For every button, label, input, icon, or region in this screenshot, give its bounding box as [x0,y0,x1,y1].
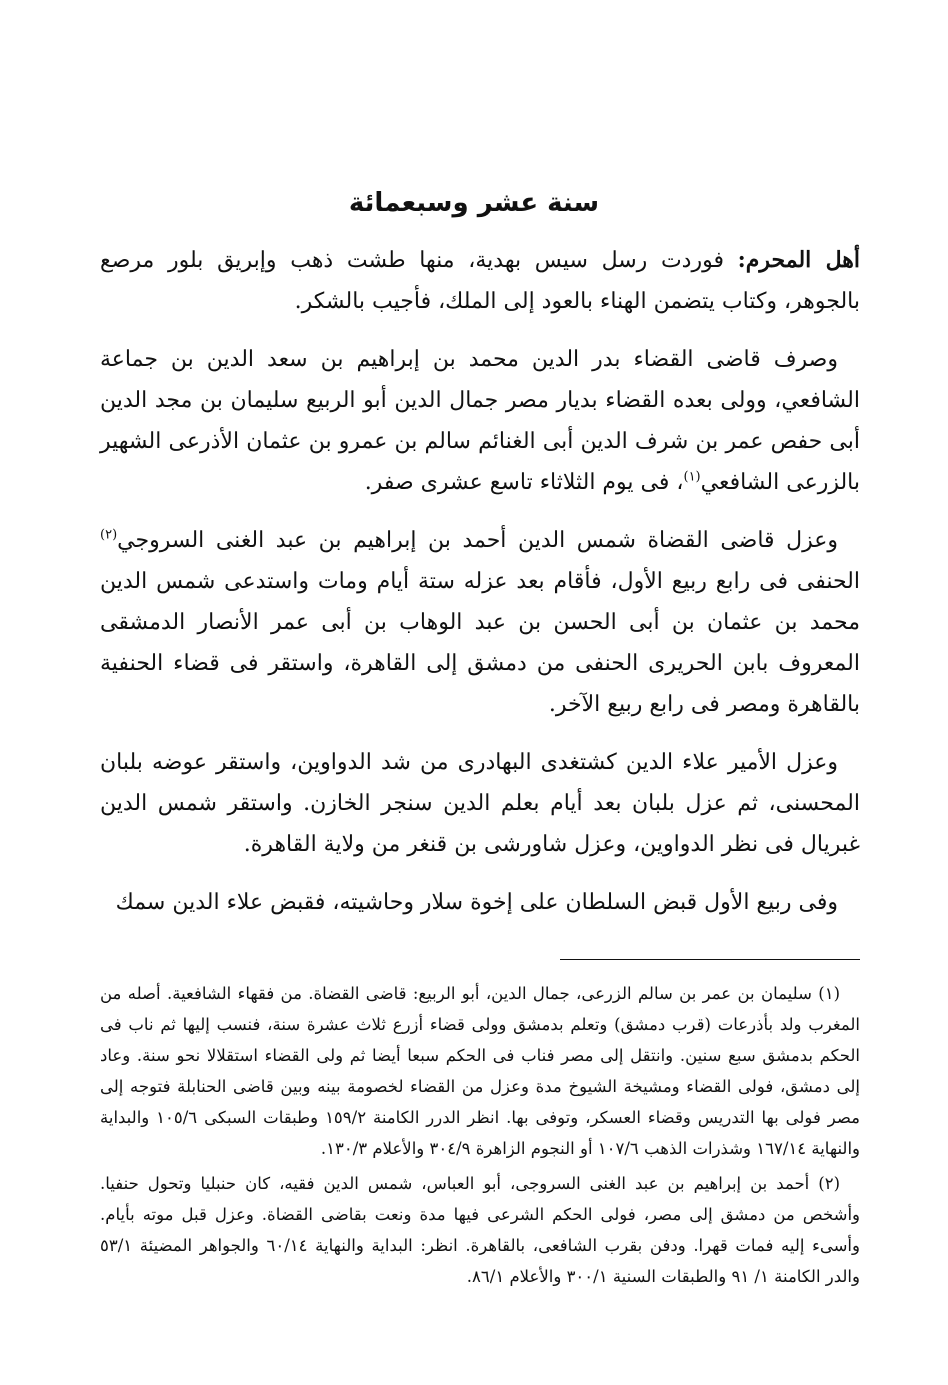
paragraph-text: وفى ربيع الأول قبض السلطان على إخوة سلار وحاشيته، فقبض علاء الدين سمك [115,890,838,915]
footnote-1: (١) سليمان بن عمر بن سالم الزرعى، جمال الدين، أبو الربيع: قاضى القضاة. من فقهاء الشافعية. أصله من المغرب ولد بأذرعات (قرب دمشق) وتعلم بدمشق وولى قضاء أزرع ثلاث عشرة سنة، فنسب إليها ثم ناب فى الحكم بدمشق سبع سنين. وانتقل إلى مصر فناب فى الحكم سبعا أيضا ثم ولى القضاء استقلالا نحو سنة. وعاد إلى دمشق، فولى القضاء ومشيخة الشيوخ مدة وعزل من القضاء لخصومة بينه وبين قاضى الحنابلة فتوجه إلى مصر فولى بها التدريس وقضاء العسكر، وتوفى بها. انظر الدرر الكامنة ١٥٩/٢ وطبقات السبكى ١٠٥/٦ والبداية والنهاية ١٦٧/١٤ وشذرات الذهب ١٠٧/٦ أو النجوم الزاهرة ٣٠٤/٩ والأعلام ١٣٠/٣. [100,984,860,1158]
footnote-divider [560,959,860,960]
year-heading: سنة عشر وسبعمائة [348,188,600,218]
footnotes [100,978,860,1296]
paragraph-text: ، فى يوم الثلاثاء تاسع عشرى صفر. [364,470,684,495]
main-text [100,240,860,940]
paragraph-lead: أهل المحرم: [737,247,861,273]
paragraph-text: وعزل الأمير علاء الدين كشتغدى البهادرى من شد الدواوين، واستقر عوضه بلبان المحسنى، ثم عزل بلبان بعد أيام بعلم الدين سنجر الخازن. واستقر شمس الدين غبريال فى نظر الدواوين، وعزل شاورشى بن قنغر من ولاية القاهرة. [100,750,860,857]
paragraph-3 [100,520,860,725]
paragraph-1 [100,240,860,322]
paragraph-2 [100,339,860,503]
footnote-marker[interactable]: (٢) [100,527,118,543]
paragraph-text: فوردت رسل سيس بهدية، منها طشت ذهب وإبريق بلور مرصع بالجوهر، وكتاب يتضمن الهناء بالعود إلى الملك، فأجيب بالشكر. [100,248,860,314]
footnote-marker[interactable]: (١) [683,469,701,485]
paragraph-4 [100,742,860,865]
paragraph-text: الحنفى فى رابع ربيع الأول، فأقام بعد عزله ستة أيام ومات واستدعى شمس الدين محمد بن عثمان بن أبى الحسن بن عبد الوهاب بن أبى عمر الأنصار الدمشقى المعروف بابن الحريرى الحنفى من دمشق إلى القاهرة، واستقر فى قضاء الحنفية بالقاهرة ومصر فى رابع ربيع الآخر. [100,569,860,717]
paragraph-text: وعزل قاضى القضاة شمس الدين أحمد بن إبراهيم بن عبد الغنى السروجي [117,528,838,553]
footnote-2: (٢) أحمد بن إبراهيم بن عبد الغنى السروجى، أبو العباس، شمس الدين فقيه، كان حنبليا وتحول حنفيا. وأشخص من دمشق إلى مصر، فولى الحكم الشرعى فيها مدة ونعت بقاضى القضاة. وعزل قبل موته بأيام. وأسىء إليه فمات قهرا. ودفن بقرب الشافعى، بالقاهرة. انظر: البداية والنهاية ٦٠/١٤ والجواهر المضيئة ٥٣/١ والدر الكامنة ١/ ٩١ والطبقات السنية ٣٠٠/١ والأعلام ٨٦/١. [100,1174,860,1286]
paragraph-5 [100,882,860,923]
paragraph-text: وصرف قاضى القضاء بدر الدين محمد بن إبراهيم بن سعد الدين بن جماعة الشافعي، وولى بعده القضاء بديار مصر جمال الدين أبو الربيع سليمان بن مجد الدين أبى حفص عمر بن شرف الدين أبى الغنائم سالم بن عمرو بن عثمان الأذرعى الشهير بالزرعى الشافعي [100,347,860,495]
